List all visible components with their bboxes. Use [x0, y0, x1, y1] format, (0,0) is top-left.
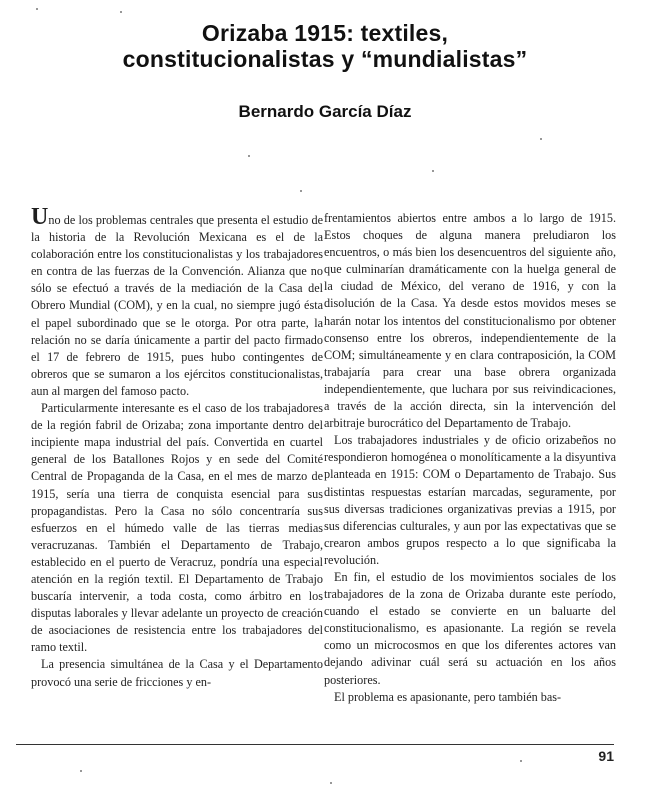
author-name: Bernardo García Díaz	[238, 102, 412, 121]
footer-rule	[16, 744, 614, 745]
scan-speck	[300, 190, 302, 192]
scan-speck	[540, 138, 542, 140]
scan-speck	[248, 155, 250, 157]
paragraph-2: Particularmente interesante es el caso de los trabajadores de la región fabril de Orizaba; zona importante dentro del incipiente mapa industrial del país. Convertida en cuartel general de los Batallones Rojos y en sede del Comité Central de Propaganda de la Casa, en el mes de marzo de 1915, sería una tierra de conquista esencial para sus propagandistas. Pero la Casa no sólo concentraría sus esfuerzos en el húmedo valle de las tierras medias veracruzanas. También el Departamento de Trabajo, establecido en el puerto de Veracruz, pondría una especial atención en la región textil. El Departamento de Trabajo buscaría intervenir, a toda costa, como árbitro en los disputas laborales y llevar adelante un proyecto de creación de asociaciones de resistencia entre los trabajadores del ramo textil.	[31, 401, 323, 655]
paragraph-6: En fin, el estudio de los movimientos sociales de los trabajadores de la zona de Orizaba durante este período, cuando el estado se convierte en un baluarte del constitucionalismo, es apasionante. La región se revela como un microcosmos en que los diferentes actores van dejando adivinar cuál será su actuación en los años posteriores.	[324, 569, 616, 687]
scan-speck	[36, 8, 38, 10]
left-column	[31, 204, 323, 691]
drop-cap: U	[31, 204, 49, 230]
scan-speck	[330, 782, 332, 784]
paragraph-1	[31, 204, 323, 400]
scan-speck	[80, 770, 82, 772]
scan-speck	[520, 760, 522, 762]
paragraph-7: El problema es apasionante, pero también bas-	[334, 689, 562, 704]
paragraph-4: frentamientos abiertos entre ambos a lo largo de 1915. Estos choques de alguna manera preludiaron los encuentros, o más bien los desencuentros del siguiente año, que culminarían dramáticamente con la huelga general de la ciudad de México, del verano de 1916, y con la disolución de la Casa. Ya desde estos movidos meses se harán notar los intentos del constitucionalismo por obtener consenso entre los obreros, independientemente de la COM; simultáneamente y en clara contraposición, la COM trabajaría para crear una base obrera organizada independientemente, que luchara por sus reivindicaciones, a través de la acción directa, sin la intervención del arbitraje burocrático del Departamento de Trabajo.	[324, 211, 616, 431]
page-number: 91	[598, 748, 614, 764]
article-title-line-2: constitucionalistas y “mundialistas”	[122, 46, 528, 72]
paragraph-5: Los trabajadores industriales y de oficio orizabeños no respondieron homogénea o monolíticamente a la disyuntiva planteada en 1915: COM o Departamento de Trabajo. Sus distintas respuestas estarían marcadas, seguramente, por sus diversas tradiciones organizativas previas a 1915, por sus diferencias culturales, y aun por las expectativas que se crearon ambos grupos respecto a lo que significaba la revolución.	[324, 433, 616, 567]
article-title-line-1: Orizaba 1915: textiles,	[201, 20, 449, 46]
right-column	[324, 210, 616, 706]
scan-speck	[120, 11, 122, 13]
paragraph-3: La presencia simultánea de la Casa y el Departamento provocó una serie de fricciones y en-	[31, 657, 323, 689]
scan-speck	[432, 170, 434, 172]
paragraph-1-text: no de los problemas centrales que presenta el estudio de la historia de la Revolución Mexicana es el de la colaboración entre los constitucionalistas y los trabajadores en contra de las fuerzas de la Convención. Alianza que no sólo se efectuó a través de la mediación de la Casa del Obrero Mundial (COM), y en la cual, no siempre jugó ésta el papel subordinado que se le otorga. Por otra parte, la relación no se daría únicamente a partir del pacto firmado el 17 de febrero de 1915, pues hubo contingentes de obreros que se sumaron a los ejércitos constitucionalistas, aun al margen del famoso pacto.	[31, 213, 323, 398]
